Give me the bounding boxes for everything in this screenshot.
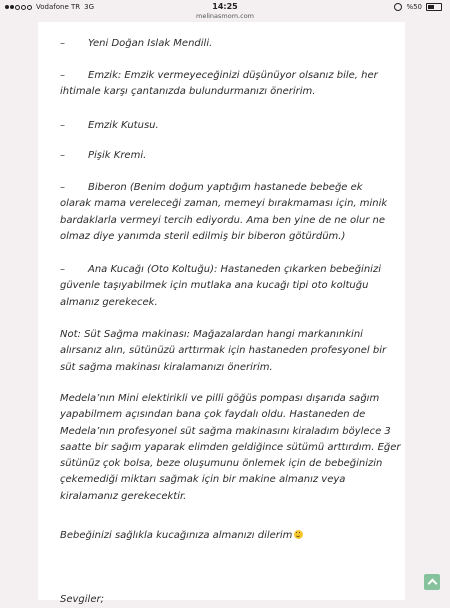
list-item-text: Yeni Doğan Islak Mendili. [88, 38, 213, 49]
network-type: 3G [84, 3, 95, 11]
list-item [60, 36, 400, 52]
list-item [60, 148, 400, 164]
status-bar [0, 0, 450, 22]
signature: Sevgiler; [60, 594, 104, 605]
article-page [38, 22, 405, 605]
closing-text: Bebeğinizi sağlıkla kucağınıza almanızı dilerim [60, 530, 293, 541]
smiley-icon [294, 530, 303, 539]
list-item [60, 118, 400, 134]
list-item-text: Emzik Kutusu. [88, 120, 159, 131]
status-right [394, 3, 442, 11]
list-item [60, 262, 395, 311]
list-dash: – [60, 38, 65, 49]
carrier-name: Vodafone TR [36, 3, 81, 11]
list-dash: – [60, 182, 65, 193]
list-item-text: Ana Kucağı (Oto Koltuğu): Hastaneden çıkarken bebeğinizi güvenle taşıyabilmek için mutlaka ana kucağı tipi oto koltuğu almanız gerekecek. [60, 264, 381, 308]
list-item [60, 68, 405, 101]
closing-paragraph [60, 528, 400, 544]
rotation-lock-icon [394, 3, 402, 11]
list-item [60, 180, 395, 245]
list-item-text: Pişik Kremi. [88, 150, 147, 161]
scroll-to-top-button[interactable] [424, 574, 440, 590]
list-dash: – [60, 120, 65, 131]
medela-paragraph: Medela’nın Mini elektirikli ve pilli göğüs pompası dışarıda sağım yapabilmem açısından bana çok faydalı oldu. Hastaneden de Medela’nın profesyonel süt sağma makinasını kiraladım böylece 3 saatte bir sağım yaparak elimden geldiğince sütümü arttırdım. Eğer sütünüz çok bolsa, beze oluşumunu önlemek için de bebeğinizin çekemediği miktarı sağmak için bir makine almanız veya kiralamanız gerekecektir. [60, 393, 401, 502]
list-dash: – [60, 70, 65, 81]
battery-icon [426, 3, 442, 11]
list-item-text: Emzik: Emzik vermeyeceğinizi düşünüyor olsanız bile, her ihtimale karşı çantanızda bulundurmanızı öneririm. [60, 70, 378, 98]
list-item-text: Biberon (Benim doğum yaptığım hastanede bebeğe ek olarak mama vereleceği zaman, memeyi bırakmaması için, minik bardaklarla vermeyi tercih ediyordu. Ama ben yine de ne olur ne olmaz diye yanımda steril edilmiş bir biberon götürdüm.) [60, 182, 388, 242]
note-paragraph: Not: Süt Sağma makinası: Mağazalardan hangi markanınkini alırsanız alın, sütünüzü arttırmak için hastaneden profesyonel bir süt sağma makinası kiralamanızı öneririm. [60, 329, 387, 373]
list-dash: – [60, 264, 65, 275]
chevron-up-icon [427, 579, 437, 589]
clock: 14:25 [212, 2, 238, 11]
list-dash: – [60, 150, 65, 161]
address-bar[interactable]: melinasmom.com [195, 12, 255, 20]
battery-percent: %50 [406, 3, 422, 11]
